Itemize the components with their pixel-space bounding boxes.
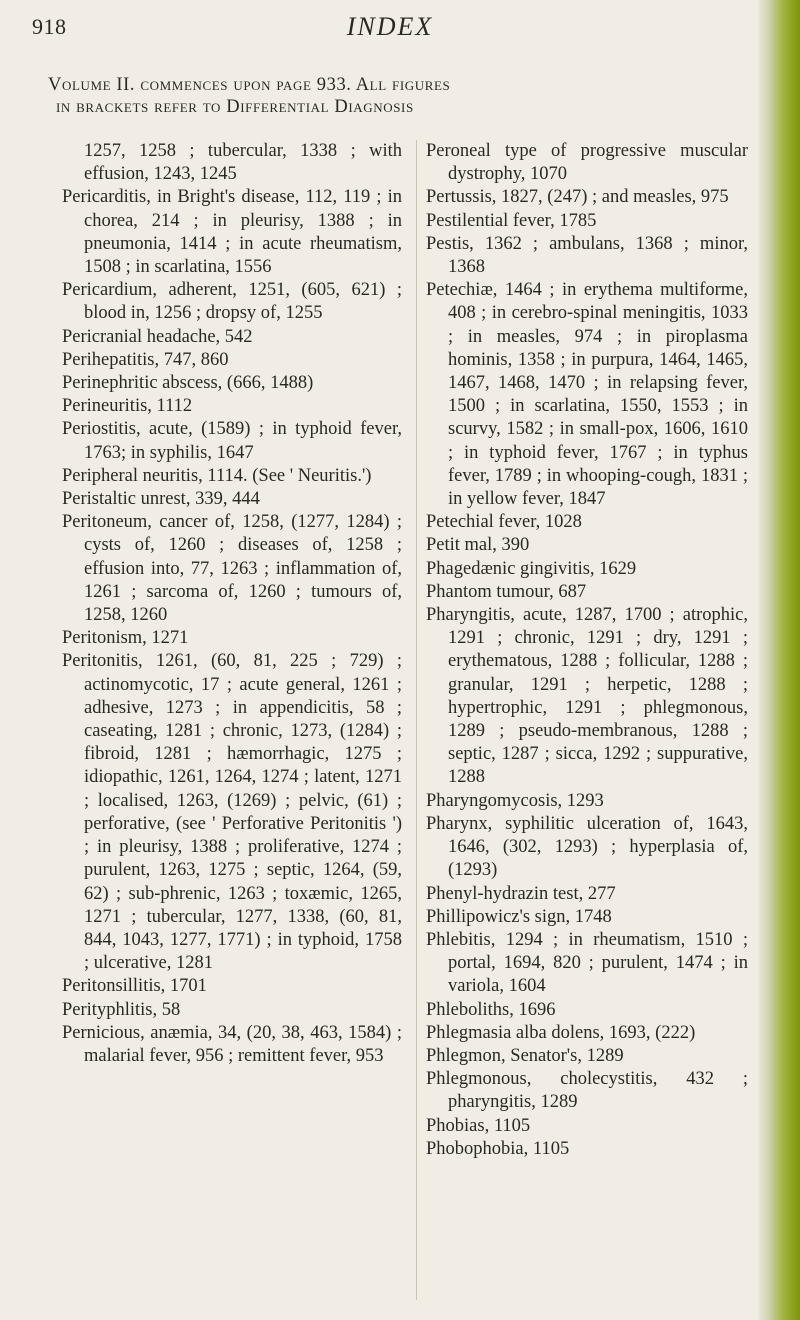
index-entry: Peristaltic unrest, 339, 444 xyxy=(62,489,260,510)
index-entry: Phenyl-hydrazin test, 277 xyxy=(426,883,616,904)
index-entry: Petechiæ, 1464 ; in erythema multiforme, 408 ; in cerebro-spinal meningitis, 1033 ; in measles, 974 ; in piroplasma hominis, 1358 ; in purpura, 1464, 1465, 1467, 1468, 1470 ; in relapsing fever, 1500 ; in scarlatina, 1550, 1553 ; in scurvy, 1582 ; in small-pox, 1606, 1610 ; in typhoid fever, 1767 ; in typhus fever, 1789 ; in whooping-cough, 1831 ; in yellow fever, 1847 xyxy=(426,280,748,510)
index-entry: Phillipowicz's sign, 1748 xyxy=(426,906,612,927)
index-entry: Phlebitis, 1294 ; in rheumatism, 1510 ; portal, 1694, 820 ; purulent, 1474 ; in variola, 1604 xyxy=(426,929,748,997)
index-entry: Periostitis, acute, (1589) ; in typhoid fever, 1763; in syphilis, 1647 xyxy=(62,419,402,463)
index-entry: Phlegmon, Senator's, 1289 xyxy=(426,1045,624,1066)
index-entry: Pernicious, anæmia, 34, (20, 38, 463, 1584) ; malarial fever, 956 ; remittent fever, 953 xyxy=(62,1022,402,1066)
index-entry: Pericardium, adherent, 1251, (605, 621) ; blood in, 1256 ; dropsy of, 1255 xyxy=(62,280,402,324)
index-column-right xyxy=(426,140,748,1161)
index-entry: Phobophobia, 1105 xyxy=(426,1138,570,1159)
index-entry: Peritoneum, cancer of, 1258, (1277, 1284) ; cysts of, 1260 ; diseases of, 1258 ; effusion into, 77, 1263 ; inflammation of, 1261 ; sarcoma of, 1260 ; tumours of, 1258, 1260 xyxy=(62,512,402,626)
index-entry: Peritonsillitis, 1701 xyxy=(62,976,207,997)
index-entry: Pharyngitis, acute, 1287, 1700 ; atrophic, 1291 ; chronic, 1291 ; dry, 1291 ; erythematous, 1288 ; follicular, 1288 ; granular, 1291 ; herpetic, 1288 ; hypertrophic, 1291 ; phlegmonous, 1289 ; pseudo-membranous, 1288 ; septic, 1287 ; sicca, 1292 ; suppurative, 1288 xyxy=(426,605,748,788)
index-entry: Perineuritis, 1112 xyxy=(62,396,193,417)
index-entry: Petechial fever, 1028 xyxy=(426,512,582,533)
index-entry: Phleboliths, 1696 xyxy=(426,999,556,1020)
index-entry: Phobias, 1105 xyxy=(426,1115,531,1136)
index-entry: Pericranial headache, 542 xyxy=(62,326,253,347)
index-entry: Phlegmonous, cholecystitis, 432 ; pharyngitis, 1289 xyxy=(426,1069,748,1113)
index-entry: Pericarditis, in Bright's disease, 112, 119 ; in chorea, 214 ; in pleurisy, 1388 ; in pneumonia, 1414 ; in acute rheumatism, 1508 ; in scarlatina, 1556 xyxy=(62,187,402,278)
index-entry: Pharynx, syphilitic ulceration of, 1643, 1646, (302, 1293) ; hyperplasia of, (1293) xyxy=(426,813,748,881)
page-edge xyxy=(758,0,800,1320)
index-entry: Peritonitis, 1261, (60, 81, 225 ; 729) ; actinomycotic, 17 ; acute general, 1261 ; adhesive, 1273 ; in appendicitis, 58 ; caseating, 1281 ; chronic, 1273, (1284) ; fibroid, 1281 ; hæmorrhagic, 1275 ; idiopathic, 1261, 1264, 1274 ; latent, 1271 ; localised, 1263, (1269) ; pelvic, (61) ; perforative, (see ' Perforative Peritonitis ') ; in pleurisy, 1388 ; proliferative, 1274 ; purulent, 1263, 1275 ; septic, 1264, (59, 62) ; sub-phrenic, 1263 ; toxæmic, 1265, 1271 ; tubercular, 1277, 1338, (60, 81, 844, 1043, 1277, 1771) ; in typhoid, 1758 ; ulcerative, 1281 xyxy=(62,651,402,974)
index-entry: Perityphlitis, 58 xyxy=(62,999,181,1020)
index-entry: Perihepatitis, 747, 860 xyxy=(62,349,229,370)
index-entry: Peritonism, 1271 xyxy=(62,628,189,649)
index-column-left xyxy=(62,140,402,1068)
index-entry: Peroneal type of progressive muscular dystrophy, 1070 xyxy=(426,141,748,185)
index-entry: Perinephritic abscess, (666, 1488) xyxy=(62,373,314,394)
index-entry: Pestilential fever, 1785 xyxy=(426,210,597,231)
index-entry: Pertussis, 1827, (247) ; and measles, 975 xyxy=(426,187,729,208)
index-entry: Peripheral neuritis, 1114. (See ' Neuritis.') xyxy=(62,465,372,486)
page-number: 918 xyxy=(32,14,67,39)
index-entry: Pharyngomycosis, 1293 xyxy=(426,790,604,811)
running-title: INDEX xyxy=(346,12,434,41)
index-entry: 1257, 1258 ; tubercular, 1338 ; with effusion, 1243, 1245 xyxy=(84,141,402,185)
volume-notice xyxy=(48,74,748,118)
page-header xyxy=(32,12,740,50)
index-entry: Phantom tumour, 687 xyxy=(426,581,587,602)
index-entry: Phagedænic gingivitis, 1629 xyxy=(426,558,637,579)
index-entry: Petit mal, 390 xyxy=(426,535,530,556)
index-entry: Pestis, 1362 ; ambulans, 1368 ; minor, 1368 xyxy=(426,233,748,278)
notice-line-1: Volume II. commences upon page 933. All figures xyxy=(48,75,451,95)
index-entry: Phlegmasia alba dolens, 1693, (222) xyxy=(426,1022,696,1043)
column-divider xyxy=(416,140,417,1300)
notice-line-2: in brackets refer to Differential Diagnosis xyxy=(56,97,414,117)
